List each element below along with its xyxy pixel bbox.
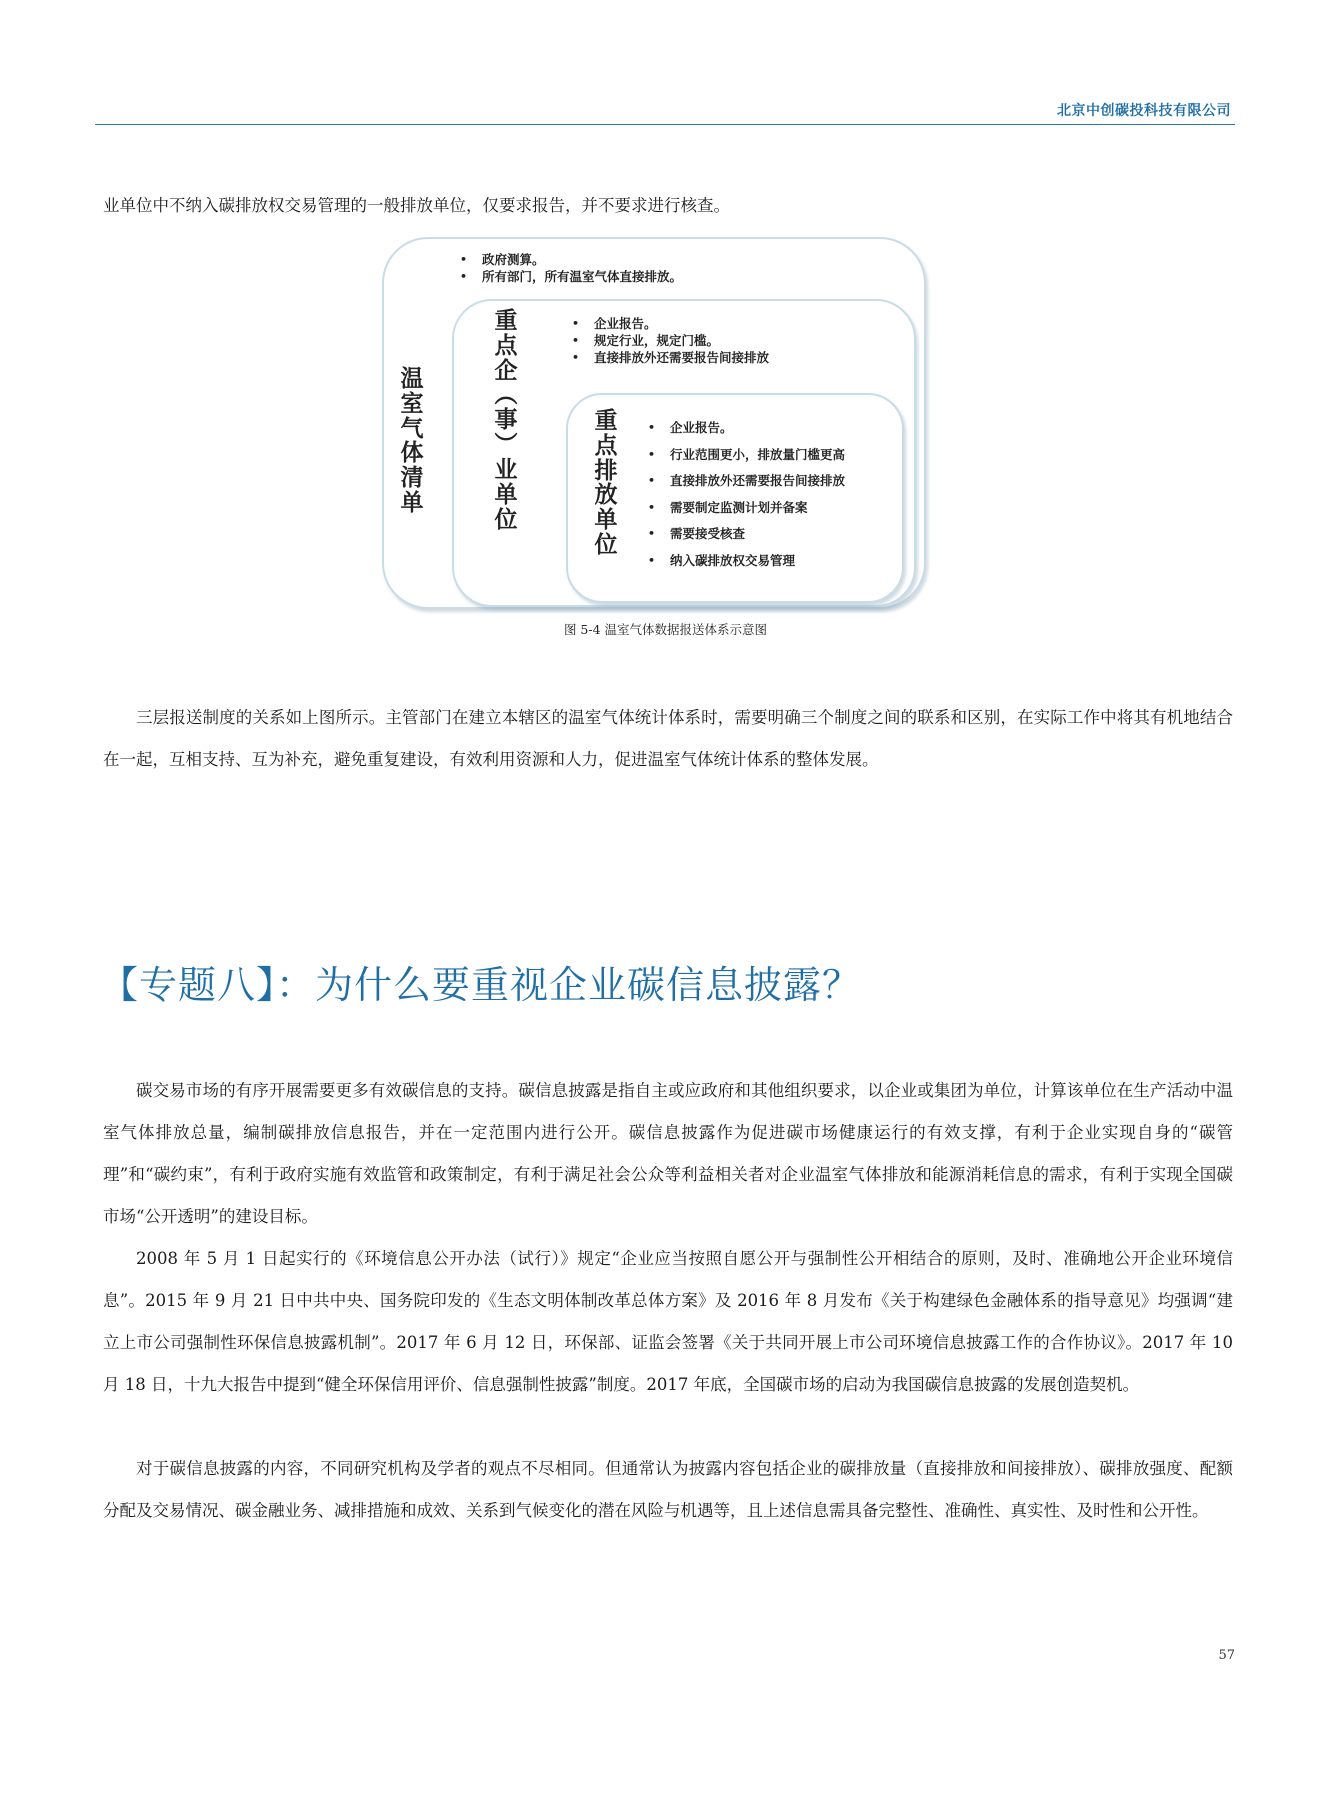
reporting-system-diagram bbox=[380, 233, 930, 618]
diagram-outer-label: 温 室 气 体 清 单 bbox=[400, 366, 424, 517]
intro-line: 业单位中不纳入碳排放权交易管理的一般排放单位，仅要求报告，并不要求进行核查。 bbox=[103, 196, 730, 215]
list-item: • 纳入碳排放权交易管理 bbox=[644, 548, 845, 575]
list-item: • 规定行业，规定门槛。 bbox=[568, 332, 769, 349]
diagram-outer-bullets bbox=[456, 251, 682, 285]
diagram-middle-label: 重 点 企 ︵ 事 ︶ 业 单 位 bbox=[494, 308, 518, 533]
list-item: • 企业报告。 bbox=[644, 415, 845, 442]
diagram-inner-bullets bbox=[644, 415, 845, 574]
list-item: • 需要制定监测计划并备案 bbox=[644, 495, 845, 522]
paragraph-topic-1: 碳交易市场的有序开展需要更多有效碳信息的支持。碳信息披露是指自主或应政府和其他组织要求，以企业或集团为单位，计算该单位在生产活动中温室气体排放总量，编制碳排放信息报告，并在一定范围内进行公开。碳信息披露作为促进碳市场健康运行的有效支撑，有利于企业实现自身的“碳管理”和“碳约束”，有利于政府实施有效监管和政策制定，有利于满足社会公众等利益相关者对企业温室气体排放和能源消耗信息的需求，有利于实现全国碳市场“公开透明”的建设目标。 bbox=[103, 1081, 1233, 1226]
list-item: • 直接排放外还需要报告间接排放 bbox=[568, 349, 769, 366]
list-item: • 直接排放外还需要报告间接排放 bbox=[644, 468, 845, 495]
diagram-middle-bullets bbox=[568, 315, 769, 366]
header-divider bbox=[95, 124, 1235, 125]
paragraph-topic-3: 对于碳信息披露的内容，不同研究机构及学者的观点不尽相同。但通常认为披露内容包括企业的碳排放量（直接排放和间接排放）、碳排放强度、配额分配及交易情况、碳金融业务、减排措施和成效、关系到气候变化的潜在风险与机遇等，且上述信息需具备完整性、准确性、真实性、及时性和公开性。 bbox=[103, 1459, 1233, 1520]
list-item: • 政府测算。 bbox=[456, 251, 682, 268]
figure-caption: 图 5-4 温室气体数据报送体系示意图 bbox=[563, 622, 768, 637]
list-item: • 行业范围更小，排放量门槛更高 bbox=[644, 442, 845, 469]
diagram-inner-box bbox=[566, 393, 904, 603]
list-item: • 企业报告。 bbox=[568, 315, 769, 332]
paragraph-relation: 三层报送制度的关系如上图所示。主管部门在建立本辖区的温室气体统计体系时，需要明确三个制度之间的联系和区别，在实际工作中将其有机地结合在一起，互相支持、互为补充，避免重复建设，有效利用资源和人力，促进温室气体统计体系的整体发展。 bbox=[103, 708, 1233, 769]
paragraph-topic-2: 2008 年 5 月 1 日起实行的《环境信息公开办法（试行）》规定“企业应当按照自愿公开与强制性公开相结合的原则，及时、准确地公开企业环境信息”。2015 年 9 月 21 日中共中央、国务院印发的《生态文明体制改革总体方案》及 2016 年 8 月发布《关于构建绿色金融体系的指导意见》均强调“建立上市公司强制性环保信息披露机制”。2017 年 6 月 12 日，环保部、证监会签署《关于共同开展上市公司环境信息披露工作的合作协议》。2017 年 10 月 18 日，十九大报告中提到“健全环保信用评价、信息强制性披露”制度。2017 年底，全国碳市场的启动为我国碳信息披露的发展创造契机。 bbox=[103, 1249, 1233, 1394]
diagram-inner-label: 重 点 排 放 单 位 bbox=[594, 408, 618, 559]
list-item: • 需要接受核查 bbox=[644, 521, 845, 548]
list-item: • 所有部门，所有温室气体直接排放。 bbox=[456, 268, 682, 285]
page-number: 57 bbox=[1218, 1648, 1235, 1663]
header-company-name: 北京中创碳投科技有限公司 bbox=[1057, 103, 1231, 119]
topic-heading: 【专题八】：为什么要重视企业碳信息披露？ bbox=[100, 963, 862, 1007]
